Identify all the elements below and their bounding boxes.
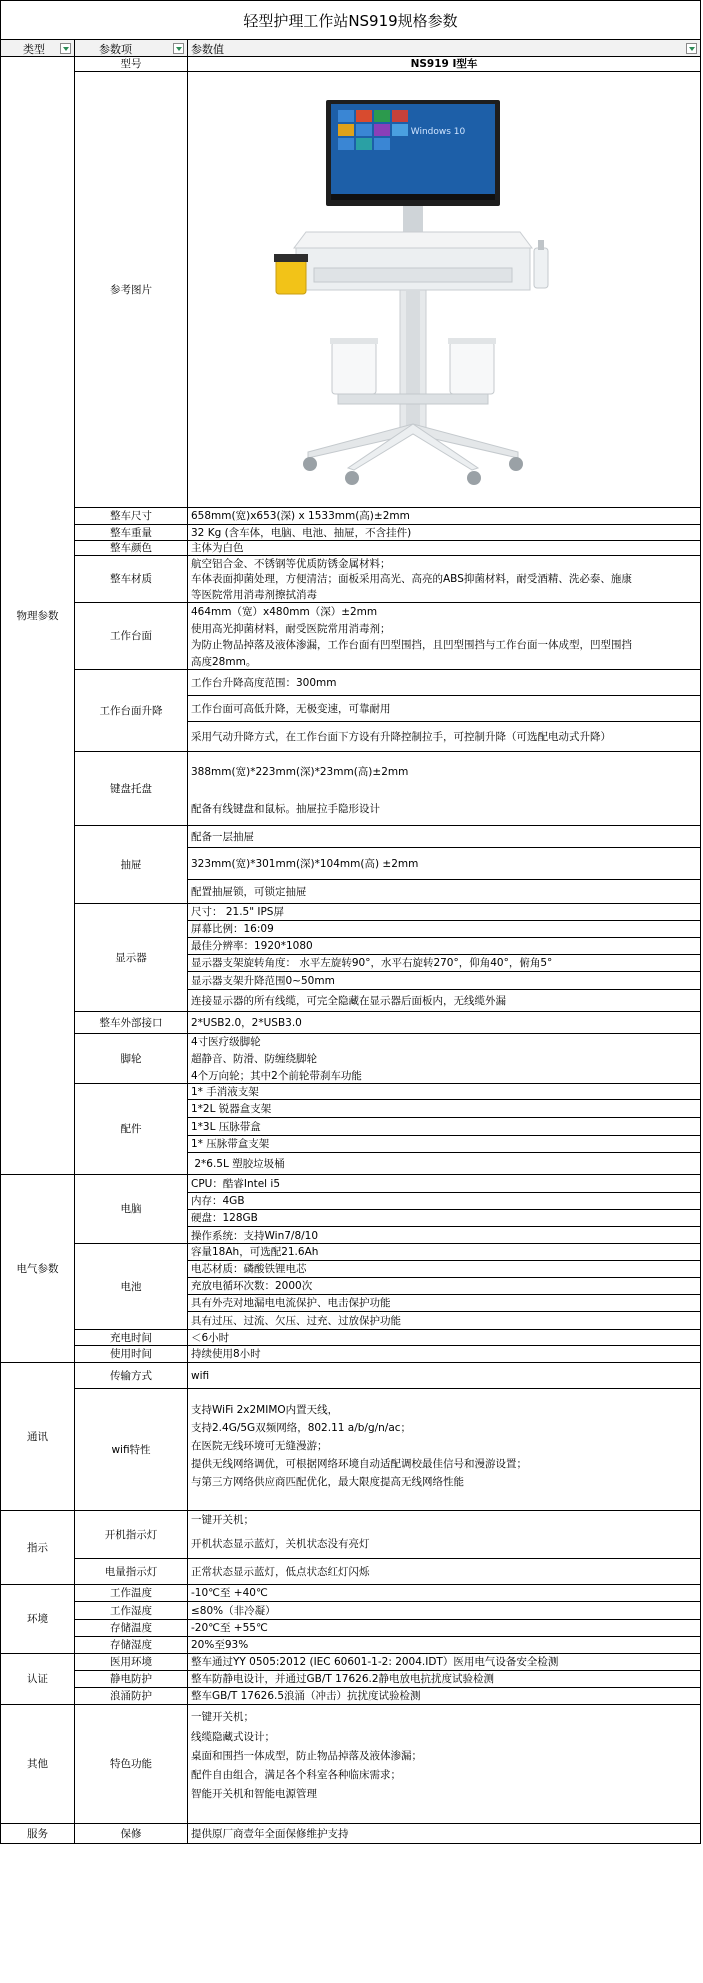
feature-label: 特色功能 [75,1705,188,1824]
battery-label: 电池 [75,1244,188,1330]
drawer-line: 323mm(宽)*301mm(深)*104mm(高) ±2mm [188,848,700,880]
drawer-value [188,826,701,904]
lift-line: 采用气动升降方式，在工作台面下方设有升降控制拉手，可控制升降（可选配电动式升降） [191,731,611,743]
filter-dropdown-icon[interactable] [173,43,184,54]
env-row-label: 存储温度 [75,1620,188,1637]
accessory-line: 1* 压脉带盒支架 [188,1136,700,1153]
battery-indicator-label: 电量指示灯 [75,1559,188,1585]
feature-line: 配件自由组合，满足各个科室各种临床需求； [191,1768,401,1781]
color-label: 整车颜色 [75,541,188,556]
caster-value [188,1034,701,1084]
battery-line: 容量18Ah，可选配21.6Ah [188,1244,700,1261]
material-line: 等医院常用消毒剂擦拭消毒 [191,589,317,601]
accessory-line: 1*3L 压脉带盒 [188,1118,700,1136]
port-label: 整车外部接口 [75,1012,188,1034]
wifi-line: 在医院无线环境可无缝漫游； [191,1440,328,1452]
category-env: 环境 [0,1585,75,1654]
header-value-cell [188,40,701,57]
keyboard-value [188,752,701,826]
cert-row-label: 浪涌防护 [75,1688,188,1705]
caster-line: 超静音、防滑、防缠绕脚轮 [191,1052,317,1065]
cert-row-value: 整车通过YY 0505:2012 (IEC 60601-1-2: 2004.IDT）医用电气设备安全检测 [188,1654,701,1671]
weight-label: 整车重量 [75,525,188,541]
lift-line: 工作台面可高低升降，无极变速，可靠耐用 [188,696,700,722]
caster-label: 脚轮 [75,1034,188,1084]
accessory-line: 2*6.5L 塑胶垃圾桶 [191,1158,285,1170]
pc-line: 操作系统：支持Win7/8/10 [191,1229,319,1242]
feature-line: 线缆隐藏式设计； [191,1730,275,1743]
category-other: 其他 [0,1705,75,1824]
lift-line: 工作台升降高度范围：300mm [188,670,700,696]
battery-value [188,1244,701,1330]
pc-line: 内存：4GB [188,1193,700,1210]
feature-line: 智能开关机和智能电源管理 [191,1788,317,1800]
wifi-line: 与第三方网络供应商匹配优化，最大限度提高无线网络性能 [191,1476,464,1488]
header-type-label: 类型 [23,43,45,56]
color-value: 主体为白色 [188,541,701,556]
lift-label: 工作台面升降 [75,670,188,752]
keyboard-line: 388mm(宽)*223mm(深)*23mm(高)±2mm [191,766,409,778]
battery-indicator-value: 正常状态显示蓝灯，低点状态红灯闪烁 [188,1559,701,1585]
battery-line: 电芯材质：磷酸铁锂电芯 [188,1261,700,1278]
model-value: NS919 Ⅰ型车 [188,57,701,72]
monitor-line: 显示器支架旋转角度： 水平左旋转90°，水平右旋转270°，仰角40°，俯角5° [188,955,700,972]
cert-row-value: 整车GB/T 17626.5浪涌（冲击）抗扰度试验检测 [188,1688,701,1705]
feature-value [188,1705,701,1824]
material-label: 整车材质 [75,556,188,603]
desk-line: 高度28mm。 [191,655,257,668]
header-type-cell [0,40,75,57]
pc-label: 电脑 [75,1175,188,1244]
header-param-cell [75,40,188,57]
desk-line: 为防止物品掉落及液体渗漏，工作台面有凹型围挡，且凹型围挡与工作台面一体成型，凹型围挡 [191,639,632,651]
drawer-line: 配置抽屉锁，可锁定抽屉 [191,886,307,898]
monitor-value [188,904,701,1012]
cert-row-label: 医用环境 [75,1654,188,1671]
env-row-value: -10℃至 +40℃ [188,1585,701,1602]
wifi-value [188,1389,701,1511]
accessory-value [188,1084,701,1175]
battery-line: 具有外壳对地漏电电流保护、电击保护功能 [188,1295,700,1312]
monitor-line: 最佳分辨率：1920*1080 [188,938,700,955]
wifi-line: 支持2.4G/5G双频网络，802.11 a/b/g/n/ac； [191,1422,412,1434]
windows-brand-text: Windows 10 [410,127,466,137]
use-time-value: 持续使用8小时 [188,1346,701,1363]
cert-row-label: 静电防护 [75,1671,188,1688]
power-indicator-line: 一键开关机； [191,1513,254,1526]
feature-line: 桌面和围挡一体成型，防止物品掉落及液体渗漏； [191,1749,422,1762]
material-line: 车体表面抑菌处理，方便清洁；面板采用高光、高亮的ABS抑菌材料，耐受酒精、洗必泰、施康 [191,573,632,585]
pc-line: CPU：酷睿Intel i5 [188,1175,700,1193]
keyboard-label: 键盘托盘 [75,752,188,826]
header-value-label: 参数值 [191,43,224,56]
pc-value [188,1175,701,1244]
warranty-label: 保修 [75,1824,188,1844]
wifi-label: wifi特性 [75,1389,188,1511]
lift-value [188,670,701,752]
category-electrical: 电气参数 [0,1175,75,1363]
weight-value: 32 Kg (含车体，电脑、电池、抽屉，不含挂件) [188,525,701,541]
charge-time-value: ＜6小时 [188,1330,701,1346]
nursing-cart-image [188,72,701,508]
size-label: 整车尺寸 [75,508,188,525]
desk-label: 工作台面 [75,603,188,670]
category-service: 服务 [0,1824,75,1844]
category-comm: 通讯 [0,1363,75,1511]
power-indicator-value [188,1511,701,1559]
drawer-label: 抽屉 [75,826,188,904]
pc-line: 硬盘：128GB [188,1210,700,1227]
battery-line: 具有过压、过流、欠压、过充、过放保护功能 [191,1315,401,1327]
power-indicator-line: 开机状态显示蓝灯，关机状态没有亮灯 [191,1537,370,1550]
env-row-value: ≤80%（非冷凝） [188,1602,701,1620]
env-row-label: 工作湿度 [75,1602,188,1620]
monitor-line: 显示器支架升降范围0~50mm [188,972,700,990]
cert-row-value: 整车防静电设计，并通过GB/T 17626.2静电放电抗扰度试验检测 [188,1671,701,1688]
env-row-value: 20%至93% [188,1637,701,1654]
material-value [188,556,701,603]
env-row-label: 工作温度 [75,1585,188,1602]
env-row-value: -20℃至 +55℃ [188,1620,701,1637]
drawer-line: 配备一层抽屉 [188,826,700,848]
accessory-label: 配件 [75,1084,188,1175]
accessory-line: 1* 手消液支架 [188,1084,700,1100]
filter-dropdown-icon[interactable] [60,43,71,54]
desk-line: 464mm（宽）x480mm（深）±2mm [191,606,378,618]
spec-table [0,40,701,1980]
port-value: 2*USB2.0，2*USB3.0 [188,1012,701,1034]
size-value: 658mm(宽)x653(深) x 1533mm(高)±2mm [188,508,701,525]
battery-line: 充放电循环次数：2000次 [188,1278,700,1295]
model-label: 型号 [75,57,188,72]
transport-mode-value: wifi [188,1363,701,1389]
monitor-label: 显示器 [75,904,188,1012]
caster-line: 4个万向轮；其中2个前轮带刹车功能 [191,1069,362,1082]
use-time-label: 使用时间 [75,1346,188,1363]
feature-line: 一键开关机； [191,1711,254,1723]
charge-time-label: 充电时间 [75,1330,188,1346]
reference-image-cell [188,72,701,508]
transport-mode-label: 传输方式 [75,1363,188,1389]
category-cert: 认证 [0,1654,75,1705]
category-physical: 物理参数 [0,57,75,1175]
monitor-line: 尺寸： 21.5" IPS屏 [188,904,700,921]
desk-line: 使用高光抑菌材料，耐受医院常用消毒剂； [191,623,391,635]
warranty-value: 提供原厂商壹年全面保修维护支持 [188,1824,701,1844]
image-label: 参考图片 [75,72,188,508]
sheet-title: 轻型护理工作站NS919规格参数 [0,0,701,40]
power-indicator-label: 开机指示灯 [75,1511,188,1559]
monitor-line: 连接显示器的所有线缆，可完全隐藏在显示器后面板内，无线缆外漏 [191,995,506,1007]
monitor-line: 屏幕比例：16:09 [188,921,700,938]
material-line: 航空铝合金、不锈钢等优质防锈金属材料； [191,557,391,570]
desk-value [188,603,701,670]
header-param-label: 参数项 [99,43,132,56]
wifi-line: 支持WiFi 2x2MIMO内置天线， [191,1404,339,1416]
wifi-line: 提供无线网络调优，可根据网络环境自动适配调校最佳信号和漫游设置； [191,1458,527,1470]
filter-dropdown-icon[interactable] [686,43,697,54]
caster-line: 4寸医疗级脚轮 [191,1036,261,1048]
env-row-label: 存储湿度 [75,1637,188,1654]
category-indicator: 指示 [0,1511,75,1585]
keyboard-line: 配备有线键盘和鼠标。抽屉拉手隐形设计 [191,803,380,815]
accessory-line: 1*2L 锐器盒支架 [188,1100,700,1118]
